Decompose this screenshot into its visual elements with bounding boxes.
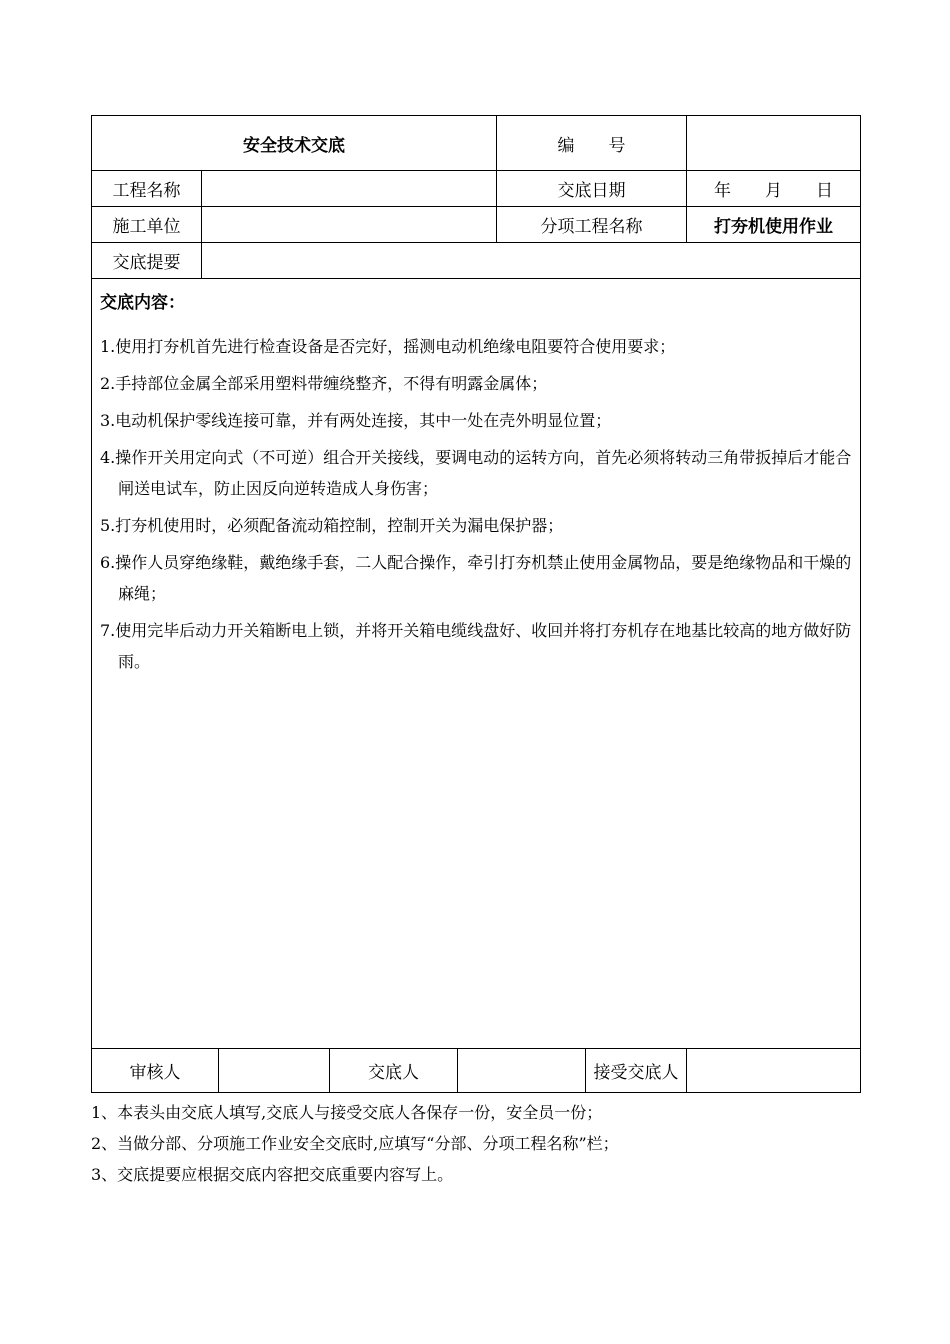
reviewer-label: 审核人: [92, 1049, 219, 1093]
footnote: 1、本表头由交底人填写,交底人与接受交底人各保存一份，安全员一份；: [91, 1103, 603, 1122]
footnotes: [91, 1097, 861, 1190]
construction-unit-field[interactable]: [202, 207, 497, 243]
footnote: 2、当做分部、分项施工作业安全交底时,应填写“分部、分项工程名称”栏；: [91, 1134, 619, 1153]
footnote: 3、交底提要应根据交底内容把交底重要内容写上。: [91, 1165, 454, 1184]
content-item: 3.电动机保护零线连接可靠，并有两处连接，其中一处在壳外明显位置；: [100, 411, 612, 430]
content-item: 7.使用完毕后动力开关箱断电上锁，并将开关箱电缆线盘好、收回并将打夯机存在地基比较高的地方做好防雨。: [100, 621, 852, 671]
content-item: 5.打夯机使用时，必须配备流动箱控制，控制开关为漏电保护器；: [100, 516, 564, 535]
receiver-field[interactable]: [687, 1049, 861, 1093]
code-label: 编 号: [497, 116, 687, 171]
date-field[interactable]: 年 月 日: [687, 171, 861, 207]
content-item: 6.操作人员穿绝缘鞋，戴绝缘手套，二人配合操作，牵引打夯机禁止使用金属物品，要是绝缘物品和干燥的麻绳；: [100, 553, 852, 603]
date-label: 交底日期: [497, 171, 687, 207]
reviewer-field[interactable]: [219, 1049, 330, 1093]
project-name-label: 工程名称: [92, 171, 202, 207]
content-item: 2.手持部位金属全部采用塑料带缠绕整齐，不得有明露金属体；: [100, 374, 548, 393]
subitem-name-label: 分项工程名称: [497, 207, 687, 243]
summary-field[interactable]: [202, 243, 861, 279]
project-name-field[interactable]: [202, 171, 497, 207]
summary-label: 交底提要: [92, 243, 202, 279]
construction-unit-label: 施工单位: [92, 207, 202, 243]
content-item: 1.使用打夯机首先进行检查设备是否完好，摇测电动机绝缘电阻要符合使用要求；: [100, 337, 676, 356]
form-title: 安全技术交底: [92, 116, 497, 171]
discloser-label: 交底人: [330, 1049, 458, 1093]
content-heading: 交底内容：: [100, 293, 185, 313]
disclosure-content-cell: [92, 279, 861, 1049]
receiver-label: 接受交底人: [586, 1049, 687, 1093]
code-field[interactable]: [687, 116, 861, 171]
discloser-field[interactable]: [458, 1049, 586, 1093]
safety-disclosure-form: [91, 115, 861, 1093]
content-item: 4.操作开关用定向式（不可逆）组合开关接线，要调电动的运转方向，首先必须将转动三角带扳掉后才能合闸送电试车，防止因反向逆转造成人身伤害；: [100, 448, 852, 498]
subitem-name-field[interactable]: 打夯机使用作业: [687, 207, 861, 243]
